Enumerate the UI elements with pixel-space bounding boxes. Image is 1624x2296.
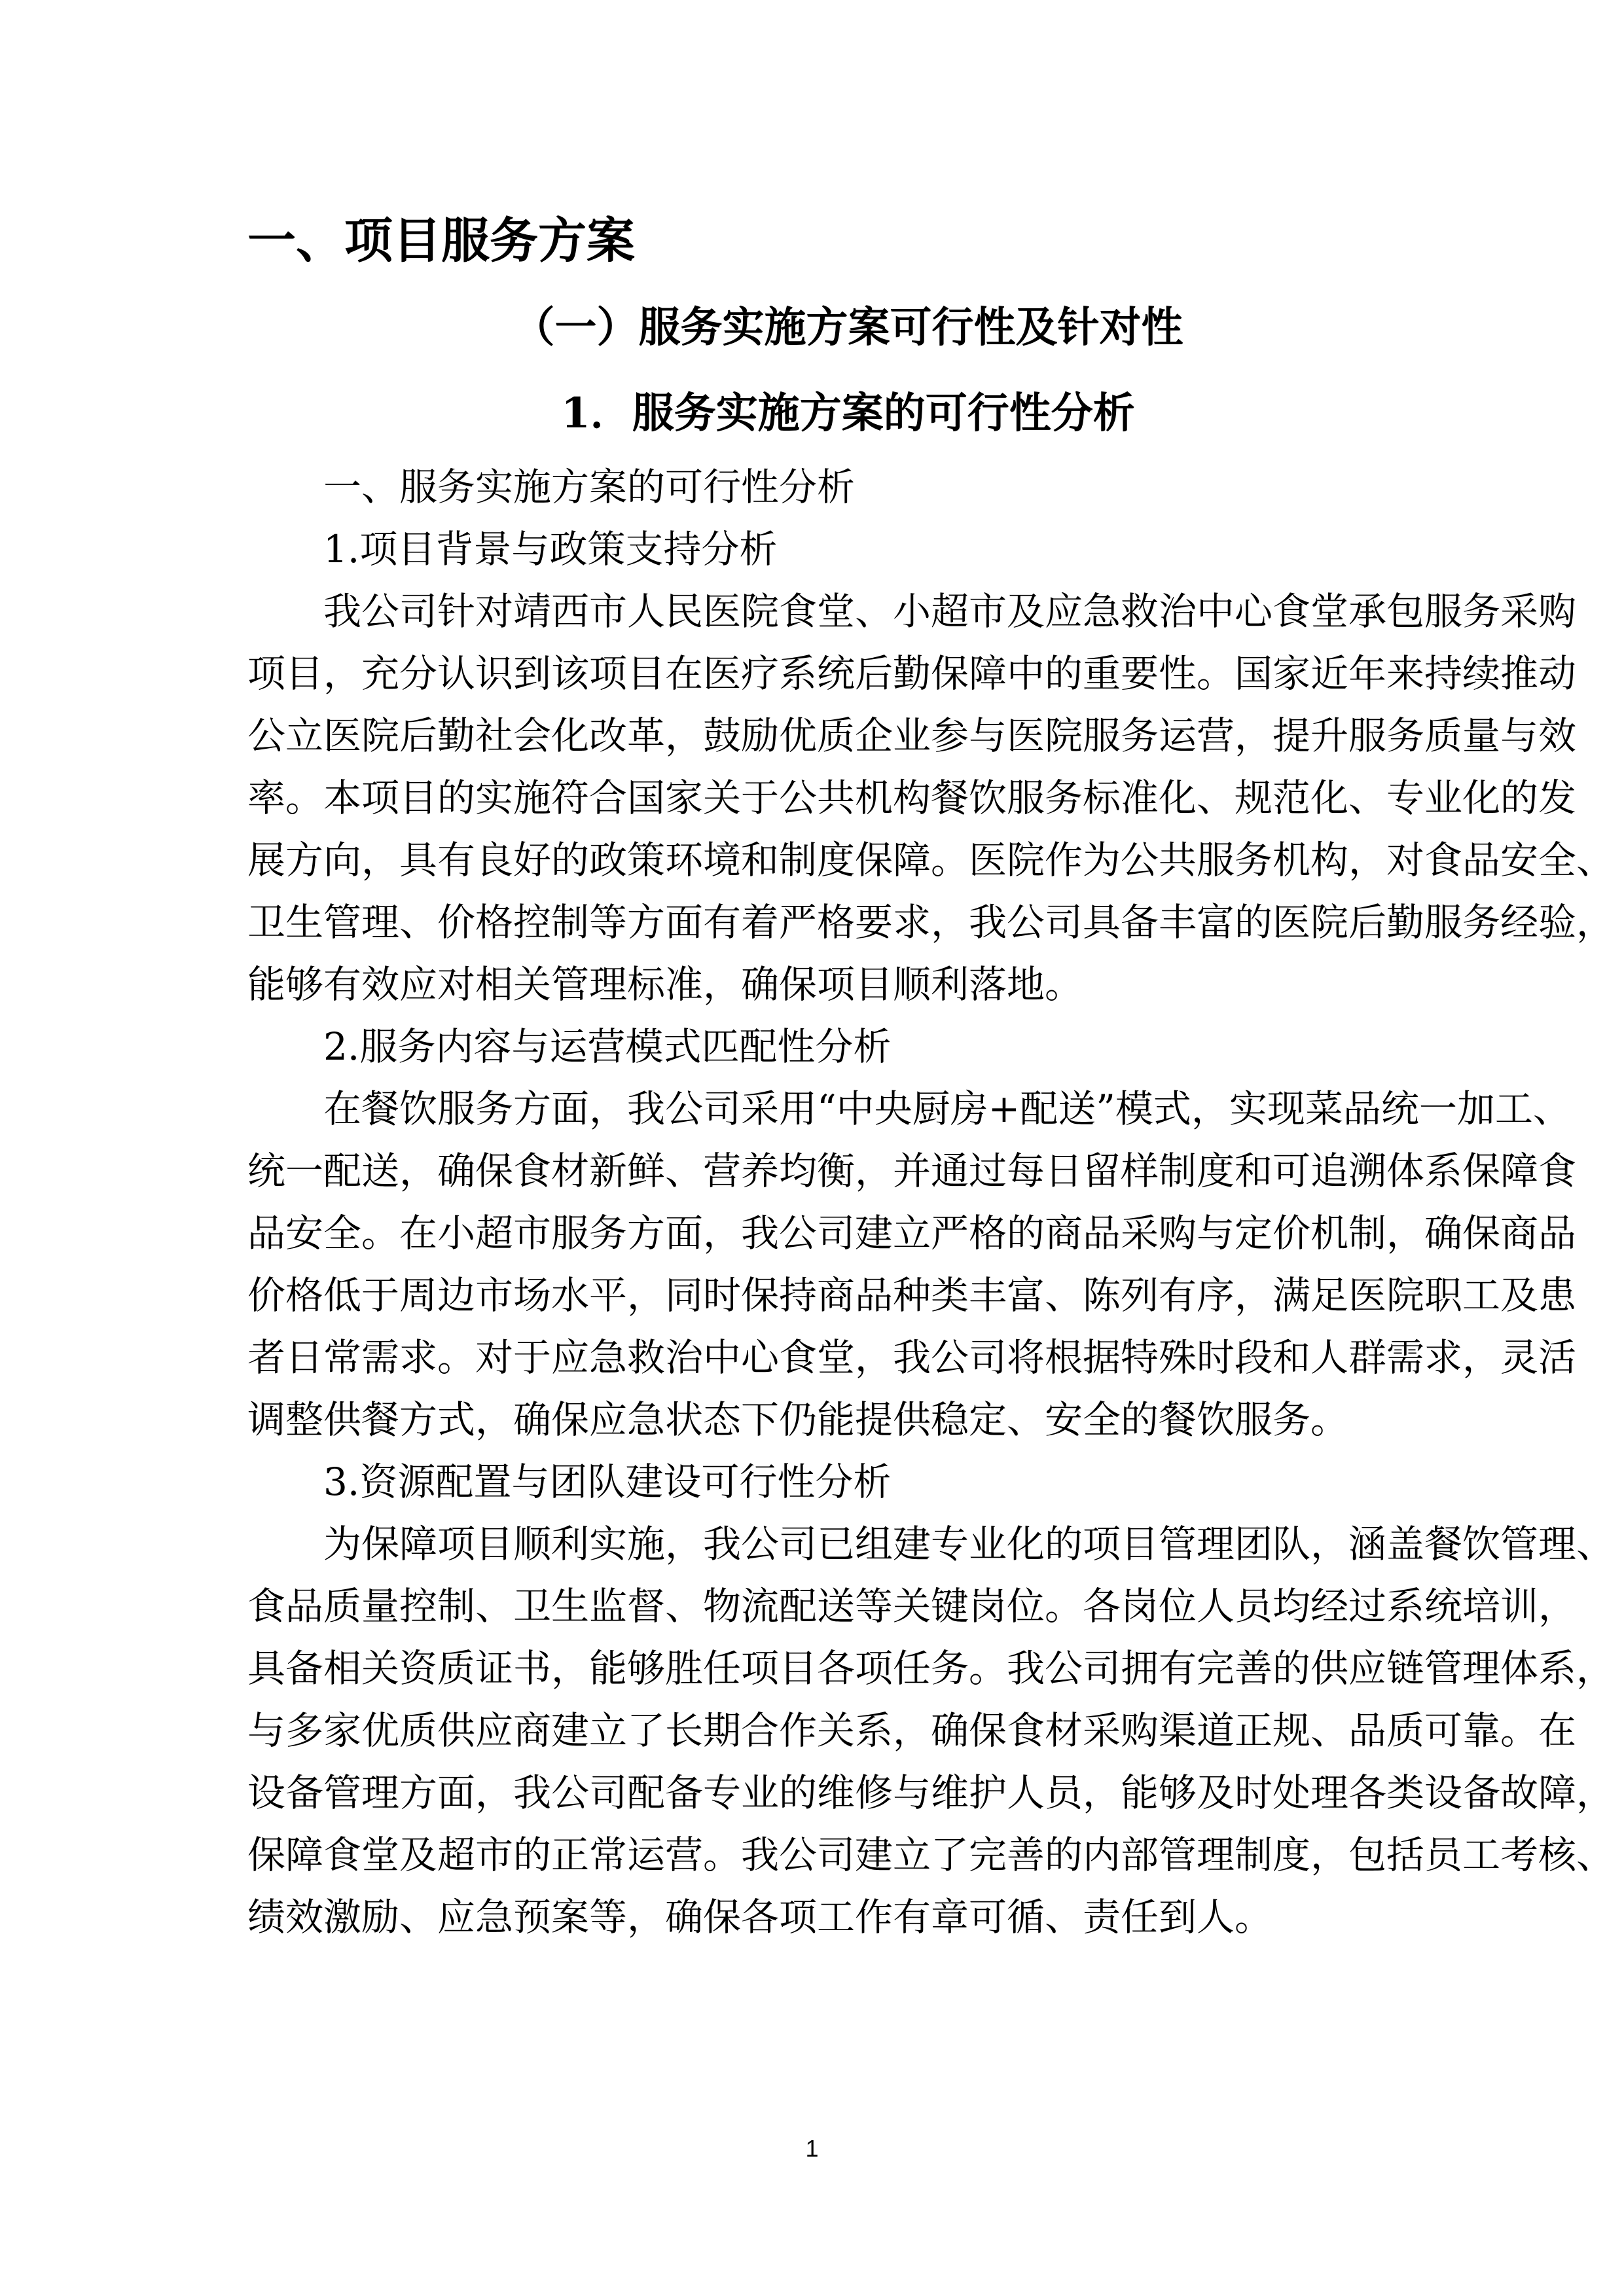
heading-level-1: 一、项目服务方案 [247,213,635,269]
paragraph-line: 率。本项目的实施符合国家关于公共机构餐饮服务标准化、规范化、专业化的发 [247,776,1577,820]
subsection-title: 1.项目背景与政策支持分析 [323,527,778,571]
paragraph-line: 保障食堂及超市的正常运营。我公司建立了完善的内部管理制度，包括员工考核、 [247,1833,1615,1877]
subsection-title: 3.资源配置与团队建设可行性分析 [323,1460,892,1504]
paragraph-line: 能够有效应对相关管理标准，确保项目顺利落地。 [247,962,1083,1007]
paragraph-line: 卫生管理、价格控制等方面有着严格要求，我公司具备丰富的医院后勤服务经验， [247,900,1615,944]
paragraph-line: 为保障项目顺利实施，我公司已组建专业化的项目管理团队，涵盖餐饮管理、 [323,1522,1615,1566]
section-title: 一、服务实施方案的可行性分析 [323,465,856,509]
paragraph-line: 设备管理方面，我公司配备专业的维修与维护人员，能够及时处理各类设备故障， [247,1770,1615,1815]
paragraph-line: 与多家优质供应商建立了长期合作关系，确保食材采购渠道正规、品质可靠。在 [247,1708,1577,1753]
paragraph-line: 者日常需求。对于应急救治中心食堂，我公司将根据特殊时段和人群需求，灵活 [247,1335,1577,1380]
paragraph-line: 品安全。在小超市服务方面，我公司建立严格的商品采购与定价机制，确保商品 [247,1211,1577,1255]
paragraph-line: 我公司针对靖西市人民医院食堂、小超市及应急救治中心食堂承包服务采购 [323,589,1577,634]
paragraph-line: 调整供餐方式，确保应急状态下仍能提供稳定、安全的餐饮服务。 [247,1397,1349,1442]
paragraph-line: 食品质量控制、卫生监督、物流配送等关键岗位。各岗位人员均经过系统培训， [247,1584,1577,1628]
document-body [247,456,1615,1948]
paragraph-line: 绩效激励、应急预案等，确保各项工作有章可循、责任到人。 [247,1895,1273,1939]
subsection-title: 2.服务内容与运营模式匹配性分析 [323,1024,892,1069]
paragraph-line: 统一配送，确保食材新鲜、营养均衡，并通过每日留样制度和可追溯体系保障食 [247,1149,1577,1193]
paragraph-line: 项目，充分认识到该项目在医疗系统后勤保障中的重要性。国家近年来持续推动 [247,651,1577,696]
heading-level-2: （一）服务实施方案可行性及针对性 [513,303,1183,352]
paragraph-line: 价格低于周边市场水平，同时保持商品种类丰富、陈列有序，满足医院职工及患 [247,1273,1577,1318]
paragraph-line: 在餐饮服务方面，我公司采用“中央厨房+配送”模式，实现菜品统一加工、 [323,1086,1571,1131]
paragraph-line: 公立医院后勤社会化改革，鼓励优质企业参与医院服务运营，提升服务质量与效 [247,713,1577,758]
subsections [247,518,1615,1948]
heading-level-3: 1．服务实施方案的可行性分析 [561,389,1135,438]
page-number: 1 [805,2135,819,2162]
paragraph-line: 展方向，具有良好的政策环境和制度保障。医院作为公共服务机构，对食品安全、 [247,838,1615,882]
paragraph-line: 具备相关资质证书，能够胜任项目各项任务。我公司拥有完善的供应链管理体系， [247,1646,1615,1691]
